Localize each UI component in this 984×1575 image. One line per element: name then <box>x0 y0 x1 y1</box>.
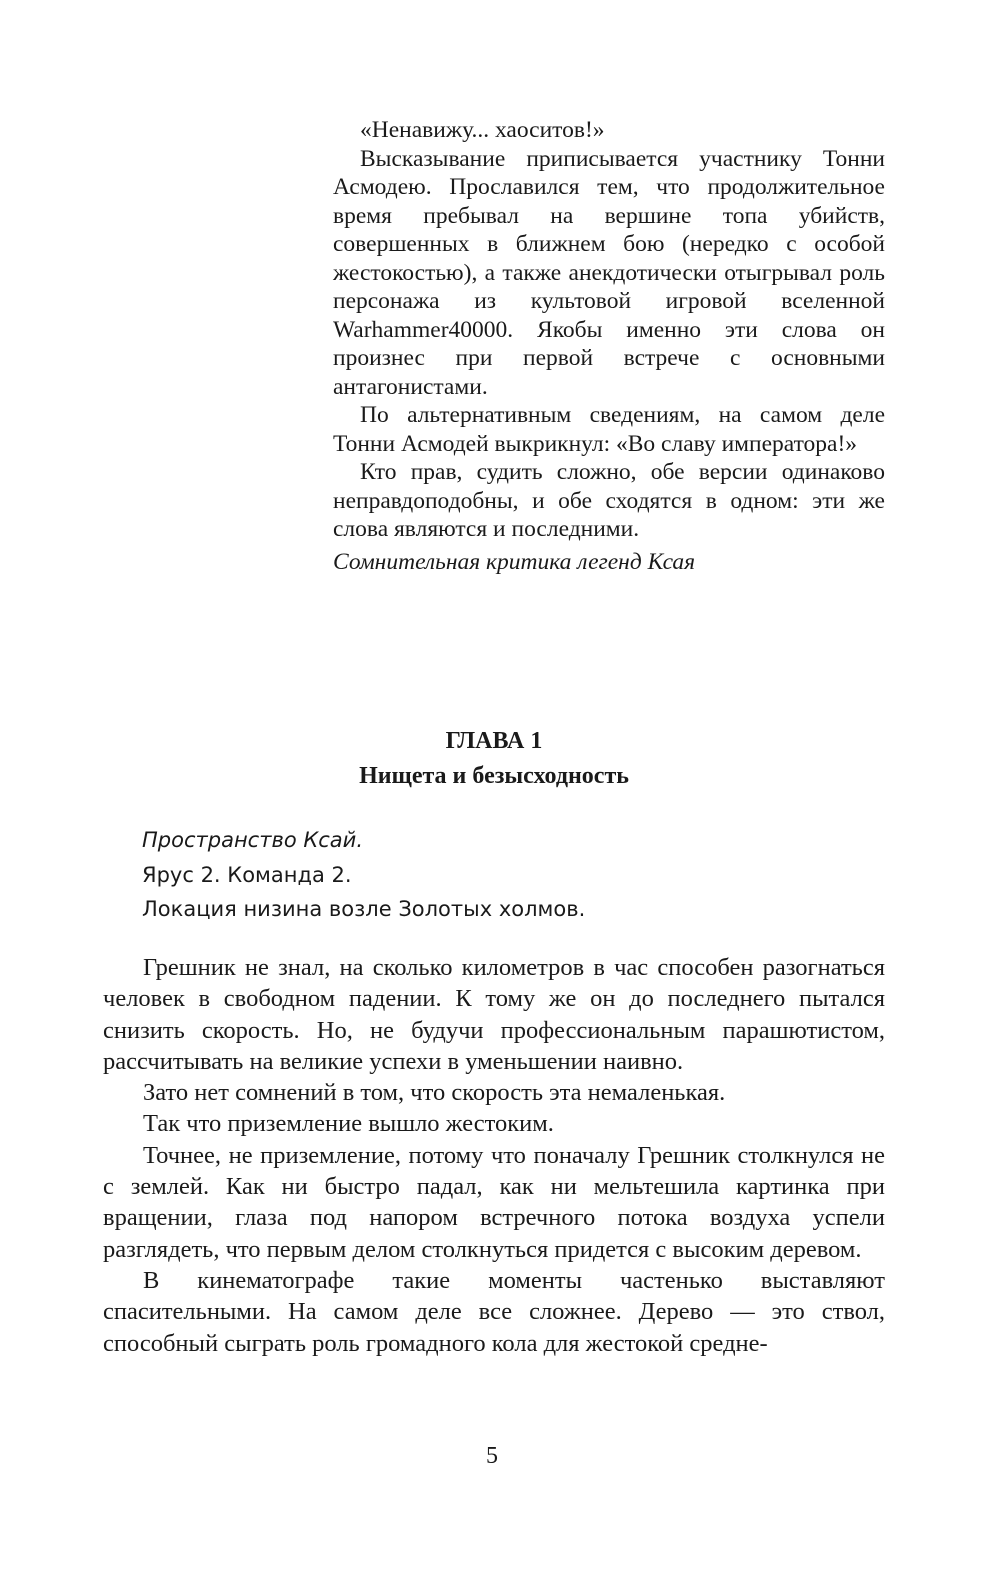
epigraph-paragraph: «Ненавижу... хаоситов!» <box>360 117 605 143</box>
body-paragraph: Так что приземление вышло жестоким. <box>143 1110 554 1138</box>
body-text <box>103 952 885 1359</box>
epigraph-source: Сомнительная критика легенд Ксая <box>333 548 696 575</box>
body-paragraph: Грешник не знал, на сколько километров в час способен разогнаться человек в свободном падении. К тому же он до последнего пытался снизить скорость. Но, не будучи профессиональным парашютистом, рассчитывать на великие успехи в уменьшении наивно. <box>103 954 885 1075</box>
body-paragraph: В кинематографе такие моменты частенько выставляют спасительными. На самом деле все сложнее. Дерево — это ствол, способный сыграть роль громадного кола для жестокой средне- <box>103 1266 885 1357</box>
epigraph-paragraph: По альтернативным сведениям, на самом деле Тонни Асмодей выкрикнул: «Во славу императора!» <box>333 402 885 457</box>
page-number: 5 <box>486 1443 498 1469</box>
epigraph-paragraph: Кто прав, судить сложно, обе версии одинаково неправдоподобны, и обе сходятся в одном: эти же слова являются и последними. <box>333 459 885 542</box>
epigraph-paragraph: Высказывание приписывается участнику Тонни Асмодею. Прославился тем, что продолжительное время пребывал на вершине топа убийств, совершенных в ближнем бою (нередко с особой жестокостью), а также анекдотически отыгрывал роль персонажа из культовой игровой вселенной Warhammer40000. Якобы именно эти слова он произнес при первой встрече с основными антагонистами. <box>333 145 885 400</box>
body-paragraph: Точнее, не приземление, потому что поначалу Грешник столкнулся не с землей. Как ни быстро падал, как ни мельтешила картинка при вращении, глаза под напором встречного потока воздуха успели разглядеть, что первым делом столкнуться придется с высоким деревом. <box>103 1141 885 1263</box>
location-space: Пространство Ксай. <box>142 828 364 852</box>
body-paragraph: Зато нет сомнений в том, что скорость эта немаленькая. <box>143 1079 726 1107</box>
chapter-number: ГЛАВА 1 <box>445 728 543 754</box>
location-place: Локация низина возле Золотых холмов. <box>142 897 586 921</box>
location-tier: Ярус 2. Команда 2. <box>142 862 352 887</box>
location-block <box>142 823 842 927</box>
chapter-title: Нищета и безысходность <box>359 763 629 789</box>
epigraph <box>333 116 885 576</box>
